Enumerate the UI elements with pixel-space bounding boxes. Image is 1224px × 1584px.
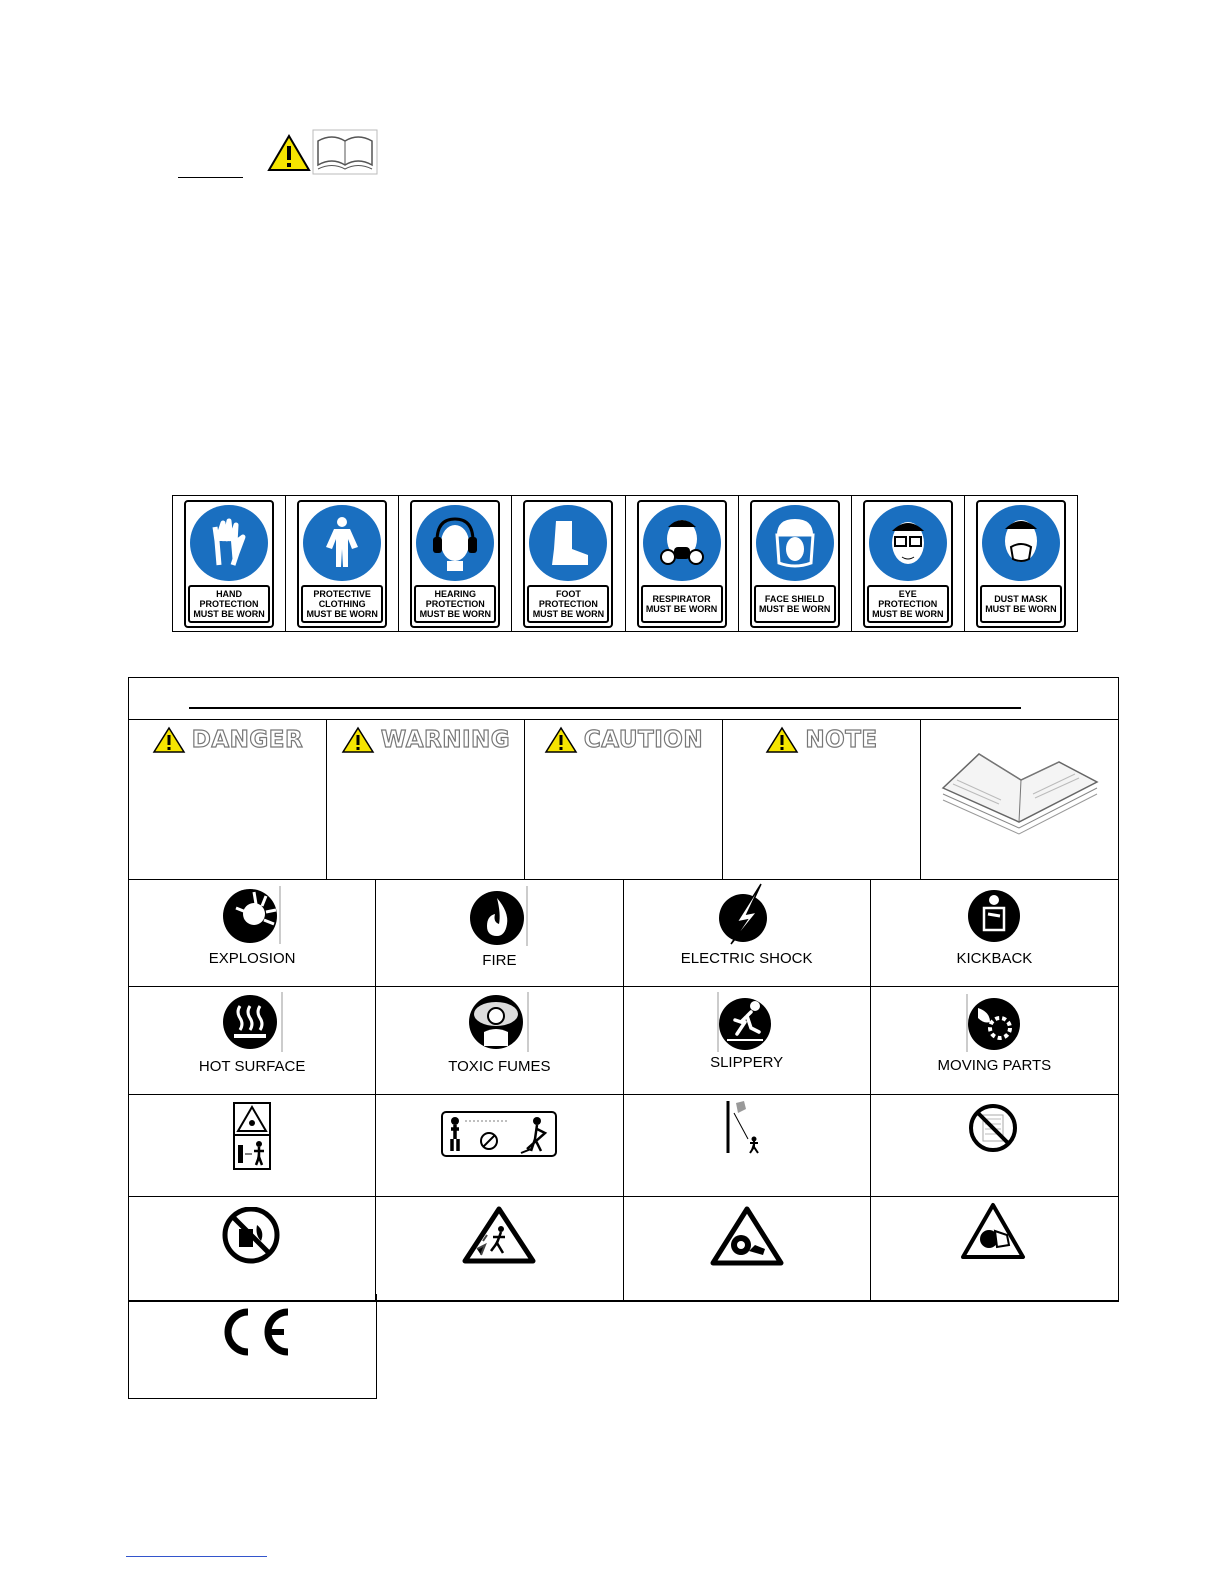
ppe-label: PROTECTIVE CLOTHING MUST BE WORN [301,585,383,622]
ppe-sign [976,500,1066,628]
ppe-signs-strip [172,495,1078,632]
book-icon [312,129,378,175]
symbol-cell [376,1095,623,1196]
ppe-sign [863,500,953,628]
kickback-icon [964,886,1024,944]
ppe-label: FOOT PROTECTION MUST BE WORN [527,585,609,622]
symbol-cell [871,1197,1118,1300]
ppe-label: RESPIRATOR MUST BE WORN [641,585,723,622]
signal-cell-manual [921,720,1118,879]
ppe-sign [184,500,274,628]
heading-underline [178,177,243,178]
keep-distance-sign-icon [232,1101,272,1171]
footer-link-underline[interactable] [126,1556,267,1557]
ppe-cell [739,496,852,631]
ppe-sign [297,500,387,628]
hazard-label: KICKBACK [956,950,1033,967]
hand-injury-warning-icon [961,1201,1027,1263]
ppe-sign [637,500,727,628]
ppe-cell [965,496,1077,631]
symbol-cell [129,1197,376,1300]
boot-icon [538,513,598,573]
hazard-cell [624,880,871,986]
symbols-table [128,677,1119,1302]
ppe-sign [750,500,840,628]
prohibition-icon [967,1103,1021,1153]
signal-word: CAUTION [583,727,704,753]
ppe-cell [852,496,965,631]
ce-cell [128,1294,377,1399]
ppe-sign [410,500,500,628]
hazard-label: SLIPPERY [710,1054,784,1071]
symbol-cell [624,1095,871,1196]
signal-words-row [129,720,1118,880]
ppe-cell [512,496,625,631]
dust-mask-icon [991,513,1051,573]
ppe-cell [173,496,286,631]
gloves-icon [199,513,259,573]
warning-triangle-icon [544,726,578,754]
ear-muffs-icon [425,513,485,573]
hazard-label: MOVING PARTS [937,1057,1052,1074]
signal-word: NOTE [805,727,878,753]
explosion-icon [222,886,282,944]
slippery-icon [717,992,777,1052]
hazard-label: ELECTRIC SHOCK [680,950,813,967]
warning-triangle-icon [765,726,799,754]
thrown-objects-warning-icon [461,1205,537,1265]
ppe-cell [626,496,739,631]
ppe-label: EYE PROTECTION MUST BE WORN [867,585,949,622]
hazard-cell [871,880,1118,986]
signal-word: DANGER [191,727,304,753]
ppe-label: DUST MASK MUST BE WORN [980,585,1062,622]
hazard-cell [129,987,376,1094]
warning-triangle-icon [267,134,311,172]
moving-parts-icon [964,994,1024,1052]
symbol-row [129,1095,1118,1197]
blade-hazard-warning-icon [709,1205,785,1267]
ce-mark-icon [214,1306,292,1358]
hazard-cell [624,987,871,1094]
hazard-row [129,880,1118,987]
ppe-cell [399,496,512,631]
signal-cell-warning [327,720,525,879]
symbol-cell [871,1095,1118,1196]
face-shield-icon [765,513,825,573]
goggles-icon [878,513,938,573]
hazard-label: FIRE [482,952,517,969]
fire-icon [469,886,529,946]
warning-triangle-icon [152,726,186,754]
hazard-cell [376,880,623,986]
hazard-label: EXPLOSION [208,950,296,967]
hot-surface-icon [220,992,284,1052]
signal-cell-note [723,720,921,879]
ppe-label: HEARING PROTECTION MUST BE WORN [414,585,496,622]
toxic-fumes-icon [468,992,530,1052]
ppe-sign [523,500,613,628]
ppe-label: HAND PROTECTION MUST BE WORN [188,585,270,622]
ppe-label: FACE SHIELD MUST BE WORN [754,585,836,622]
electric-shock-icon [717,882,777,946]
warning-triangle-icon [341,726,375,754]
overhead-line-icon [724,1099,770,1155]
signal-cell-danger [129,720,327,879]
signal-cell-caution [525,720,723,879]
table-title-row [129,678,1118,720]
bystander-distance-icon [441,1111,557,1157]
coverall-icon [312,513,372,573]
hazard-cell [871,987,1118,1094]
no-fuel-fire-icon [221,1207,283,1267]
ppe-cell [286,496,399,631]
symbol-row [129,1197,1118,1301]
signal-word: WARNING [380,727,511,753]
respirator-icon [652,513,712,573]
symbol-cell [624,1197,871,1300]
hazard-row [129,987,1118,1095]
hazard-label: TOXIC FUMES [448,1058,551,1075]
symbol-cell [376,1197,623,1300]
symbol-cell [129,1095,376,1196]
hazard-cell [129,880,376,986]
hazard-label: HOT SURFACE [198,1058,306,1075]
open-book-icon [939,740,1101,836]
hazard-cell [376,987,623,1094]
